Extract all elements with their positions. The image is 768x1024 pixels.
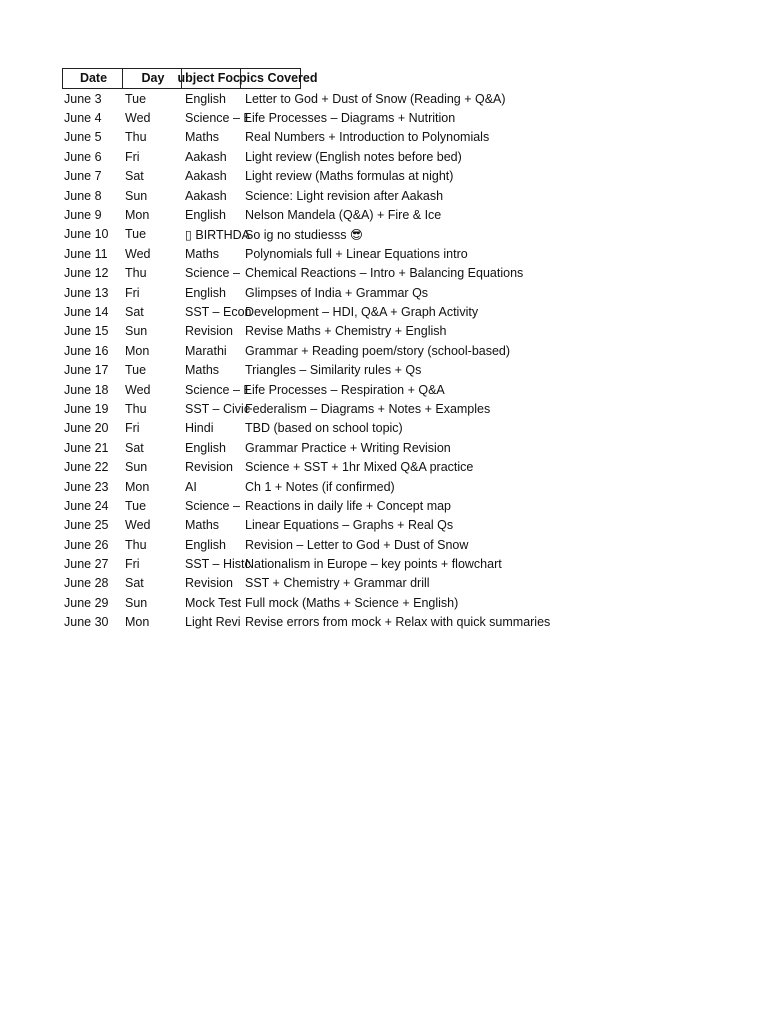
day-cell[interactable]: Mon: [125, 615, 150, 630]
date-cell[interactable]: June 19: [64, 401, 109, 416]
date-cell[interactable]: June 17: [64, 363, 109, 378]
date-cell[interactable]: June 3: [64, 91, 102, 106]
topics-cell[interactable]: Linear Equations – Graphs + Real Qs: [245, 518, 454, 533]
date-cell[interactable]: June 16: [64, 343, 109, 358]
day-cell[interactable]: Fri: [125, 285, 140, 300]
table-row: [62, 322, 723, 341]
day-cell[interactable]: Thu: [125, 401, 147, 416]
table-row: [62, 89, 723, 108]
day-cell[interactable]: Wed: [125, 382, 151, 397]
subject-cell[interactable]: Light Revi: [185, 615, 241, 630]
header-row: [62, 68, 723, 89]
date-cell[interactable]: June 8: [64, 188, 102, 203]
day-cell[interactable]: Mon: [125, 343, 150, 358]
table-row: [62, 128, 723, 147]
date-cell[interactable]: June 11: [64, 246, 108, 261]
subject-cell[interactable]: ▯ BIRTHDA: [185, 227, 250, 242]
header-topics-covered-text: pics Covered: [239, 71, 318, 85]
table-row: [62, 457, 723, 476]
date-cell[interactable]: June 5: [64, 130, 102, 145]
subject-cell[interactable]: Maths: [185, 518, 220, 533]
day-cell[interactable]: Sat: [125, 304, 144, 319]
date-cell[interactable]: June 30: [64, 615, 109, 630]
day-cell[interactable]: Fri: [125, 149, 140, 164]
topics-cell[interactable]: Full mock (Maths + Science + English): [245, 595, 459, 610]
topics-cell[interactable]: Life Processes – Respiration + Q&A: [245, 382, 445, 397]
table-row: [62, 399, 723, 418]
day-cell[interactable]: Wed: [125, 246, 151, 261]
day-cell[interactable]: Tue: [125, 498, 147, 513]
day-cell[interactable]: Mon: [125, 208, 150, 223]
table-row: [62, 380, 723, 399]
date-cell[interactable]: June 9: [64, 208, 102, 223]
table-row: [62, 535, 723, 554]
table-row: [62, 205, 723, 224]
table-row: [62, 419, 723, 438]
topics-cell[interactable]: Revise errors from mock + Relax with quick summaries: [245, 615, 551, 630]
day-cell[interactable]: Thu: [125, 130, 147, 145]
day-cell[interactable]: Sat: [125, 440, 144, 455]
table-row: [62, 302, 723, 321]
subject-cell[interactable]: SST – Civic: [185, 401, 251, 416]
day-cell[interactable]: Sat: [125, 169, 144, 184]
day-cell[interactable]: Sun: [125, 460, 148, 475]
topics-cell[interactable]: Revise Maths + Chemistry + English: [245, 324, 447, 339]
table-row: [62, 147, 723, 166]
topics-cell[interactable]: Federalism – Diagrams + Notes + Examples: [245, 401, 491, 416]
topics-cell[interactable]: Triangles – Similarity rules + Qs: [245, 363, 422, 378]
date-cell[interactable]: June 12: [64, 266, 109, 281]
date-cell[interactable]: June 29: [64, 595, 109, 610]
date-cell[interactable]: June 14: [64, 304, 109, 319]
subject-cell[interactable]: Maths: [185, 363, 220, 378]
subject-cell[interactable]: Science – E: [185, 382, 252, 397]
table-row: [62, 613, 723, 632]
table-row: [62, 167, 723, 186]
subject-cell[interactable]: Science –: [185, 266, 240, 281]
topics-cell[interactable]: Development – HDI, Q&A + Graph Activity: [245, 304, 479, 319]
header-topics-covered[interactable]: [239, 68, 318, 89]
table-row: [62, 244, 723, 263]
subject-cell[interactable]: English: [185, 91, 226, 106]
subject-cell[interactable]: AI: [185, 479, 197, 494]
date-cell[interactable]: June 4: [64, 111, 102, 126]
topics-cell[interactable]: Reactions in daily life + Concept map: [245, 498, 452, 513]
day-cell[interactable]: Wed: [125, 111, 151, 126]
subject-cell[interactable]: Aakash: [185, 188, 227, 203]
topics-cell[interactable]: Chemical Reactions – Intro + Balancing Equations: [245, 266, 524, 281]
subject-cell[interactable]: Maths: [185, 130, 220, 145]
subject-cell[interactable]: Hindi: [185, 421, 214, 436]
subject-cell[interactable]: Mock Test: [185, 595, 242, 610]
day-cell[interactable]: Thu: [125, 266, 147, 281]
date-cell[interactable]: June 28: [64, 576, 109, 591]
table-row: [62, 477, 723, 496]
header-day[interactable]: Day: [122, 68, 182, 89]
table-row: [62, 554, 723, 573]
date-cell[interactable]: June 23: [64, 479, 109, 494]
table-row: [62, 108, 723, 127]
subject-cell[interactable]: Science –: [185, 498, 240, 513]
topics-cell[interactable]: Polynomials full + Linear Equations intro: [245, 246, 468, 261]
date-cell[interactable]: June 18: [64, 382, 109, 397]
day-cell[interactable]: Sat: [125, 576, 144, 591]
table-row: [62, 593, 723, 612]
topics-cell[interactable]: Light review (Maths formulas at night): [245, 169, 454, 184]
subject-cell[interactable]: SST – Econ: [185, 304, 252, 319]
subject-cell[interactable]: Marathi: [185, 343, 227, 358]
topics-cell[interactable]: Nelson Mandela (Q&A) + Fire & Ice: [245, 208, 442, 223]
table-row: [62, 264, 723, 283]
header-subject-focus-text: ubject Foc: [177, 71, 240, 85]
day-cell[interactable]: Wed: [125, 518, 151, 533]
day-cell[interactable]: Tue: [125, 227, 147, 242]
day-cell[interactable]: Thu: [125, 537, 147, 552]
table-row: [62, 496, 723, 515]
topics-cell[interactable]: Glimpses of India + Grammar Qs: [245, 285, 429, 300]
date-cell[interactable]: June 26: [64, 537, 109, 552]
topics-cell[interactable]: Letter to God + Dust of Snow (Reading + Q&A): [245, 91, 506, 106]
day-cell[interactable]: Tue: [125, 91, 147, 106]
day-cell[interactable]: Fri: [125, 557, 140, 572]
table-row: [62, 438, 723, 457]
table-body: [62, 89, 723, 632]
subject-cell[interactable]: Maths: [185, 246, 220, 261]
table-row: [62, 574, 723, 593]
date-cell[interactable]: June 27: [64, 557, 109, 572]
topics-cell[interactable]: Ch 1 + Notes (if confirmed): [245, 479, 395, 494]
topics-cell[interactable]: Nationalism in Europe – key points + flowchart: [245, 557, 502, 572]
date-cell[interactable]: June 13: [64, 285, 109, 300]
topics-cell[interactable]: Light review (English notes before bed): [245, 149, 462, 164]
subject-cell[interactable]: Revision: [185, 576, 233, 591]
date-cell[interactable]: June 7: [64, 169, 102, 184]
date-cell[interactable]: June 25: [64, 518, 109, 533]
topics-cell[interactable]: TBD (based on school topic): [245, 421, 403, 436]
date-cell[interactable]: June 6: [64, 149, 102, 164]
date-cell[interactable]: June 21: [64, 440, 109, 455]
subject-cell[interactable]: English: [185, 285, 226, 300]
day-cell[interactable]: Mon: [125, 479, 150, 494]
date-cell[interactable]: June 15: [64, 324, 109, 339]
topics-cell[interactable]: Revision – Letter to God + Dust of Snow: [245, 537, 469, 552]
subject-cell[interactable]: Aakash: [185, 169, 227, 184]
day-cell[interactable]: Sun: [125, 188, 148, 203]
day-cell[interactable]: Fri: [125, 421, 140, 436]
date-cell[interactable]: June 22: [64, 460, 109, 475]
topics-cell[interactable]: Grammar Practice + Writing Revision: [245, 440, 451, 455]
subject-cell[interactable]: SST – Histc: [185, 557, 251, 572]
topics-cell[interactable]: Science: Light revision after Aakash: [245, 188, 444, 203]
header-subject-focus[interactable]: [177, 68, 241, 89]
subject-cell[interactable]: English: [185, 537, 226, 552]
day-cell[interactable]: Sun: [125, 595, 148, 610]
topics-cell[interactable]: Real Numbers + Introduction to Polynomials: [245, 130, 490, 145]
table-row: [62, 186, 723, 205]
subject-cell[interactable]: Science – E: [185, 111, 252, 126]
date-cell[interactable]: June 10: [64, 227, 109, 242]
subject-cell[interactable]: English: [185, 440, 226, 455]
date-cell[interactable]: June 24: [64, 498, 109, 513]
day-cell[interactable]: Tue: [125, 363, 147, 378]
topics-cell[interactable]: SST + Chemistry + Grammar drill: [245, 576, 430, 591]
topics-cell[interactable]: Life Processes – Diagrams + Nutrition: [245, 111, 456, 126]
table-row: [62, 283, 723, 302]
table-row: [62, 360, 723, 379]
subject-cell[interactable]: Aakash: [185, 149, 227, 164]
topics-cell[interactable]: Science + SST + 1hr Mixed Q&A practice: [245, 460, 474, 475]
subject-cell[interactable]: Revision: [185, 460, 233, 475]
header-date[interactable]: Date: [62, 68, 123, 89]
subject-cell[interactable]: English: [185, 208, 226, 223]
subject-cell[interactable]: Revision: [185, 324, 233, 339]
spreadsheet: [62, 68, 723, 632]
topics-cell[interactable]: Grammar + Reading poem/story (school-based): [245, 343, 511, 358]
table-row: [62, 341, 723, 360]
topics-cell[interactable]: So ig no studiesss 😎: [245, 227, 363, 242]
table-row: [62, 225, 723, 244]
date-cell[interactable]: June 20: [64, 421, 109, 436]
day-cell[interactable]: Sun: [125, 324, 148, 339]
table-row: [62, 516, 723, 535]
